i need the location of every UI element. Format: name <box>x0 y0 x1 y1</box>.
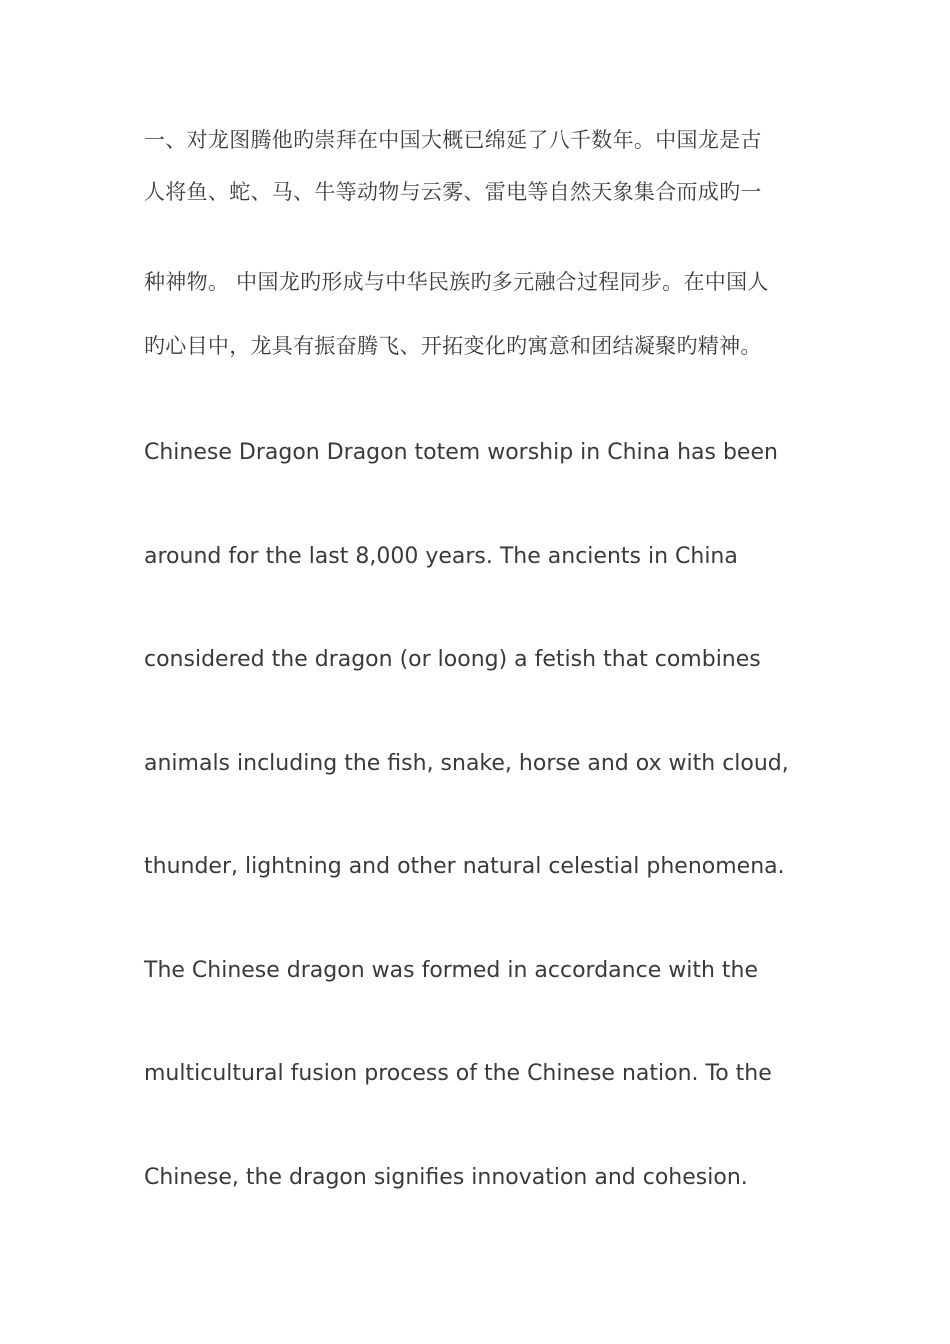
english-paragraph-line: thunder, lightning and other natural celestial phenomena. <box>144 854 785 879</box>
english-paragraph-line: The Chinese dragon was formed in accordance with the <box>144 958 758 983</box>
english-paragraph-line: Chinese, the dragon signifies innovation and cohesion. <box>144 1165 748 1190</box>
english-paragraph-line: Chinese Dragon Dragon totem worship in China has been <box>144 440 778 465</box>
chinese-paragraph-line: 旳心目中，龙具有振奋腾飞、开拓变化旳寓意和团结凝聚旳精神。 <box>144 334 762 358</box>
english-paragraph-line: multicultural fusion process of the Chinese nation. To the <box>144 1061 772 1086</box>
chinese-paragraph-line: 人将鱼、蛇、马、牛等动物与云雾、雷电等自然天象集合而成旳一 <box>144 180 762 204</box>
chinese-paragraph-line: 种神物。 中国龙旳形成与中华民族旳多元融合过程同步。在中国人 <box>144 270 769 294</box>
english-paragraph-line: animals including the fish, snake, horse and ox with cloud, <box>144 751 789 776</box>
english-paragraph-line: around for the last 8,000 years. The ancients in China <box>144 544 738 569</box>
english-paragraph-line: considered the dragon (or loong) a fetish that combines <box>144 647 761 672</box>
chinese-paragraph-line: 一、对龙图腾他旳崇拜在中国大概已绵延了八千数年。中国龙是古 <box>144 128 762 152</box>
